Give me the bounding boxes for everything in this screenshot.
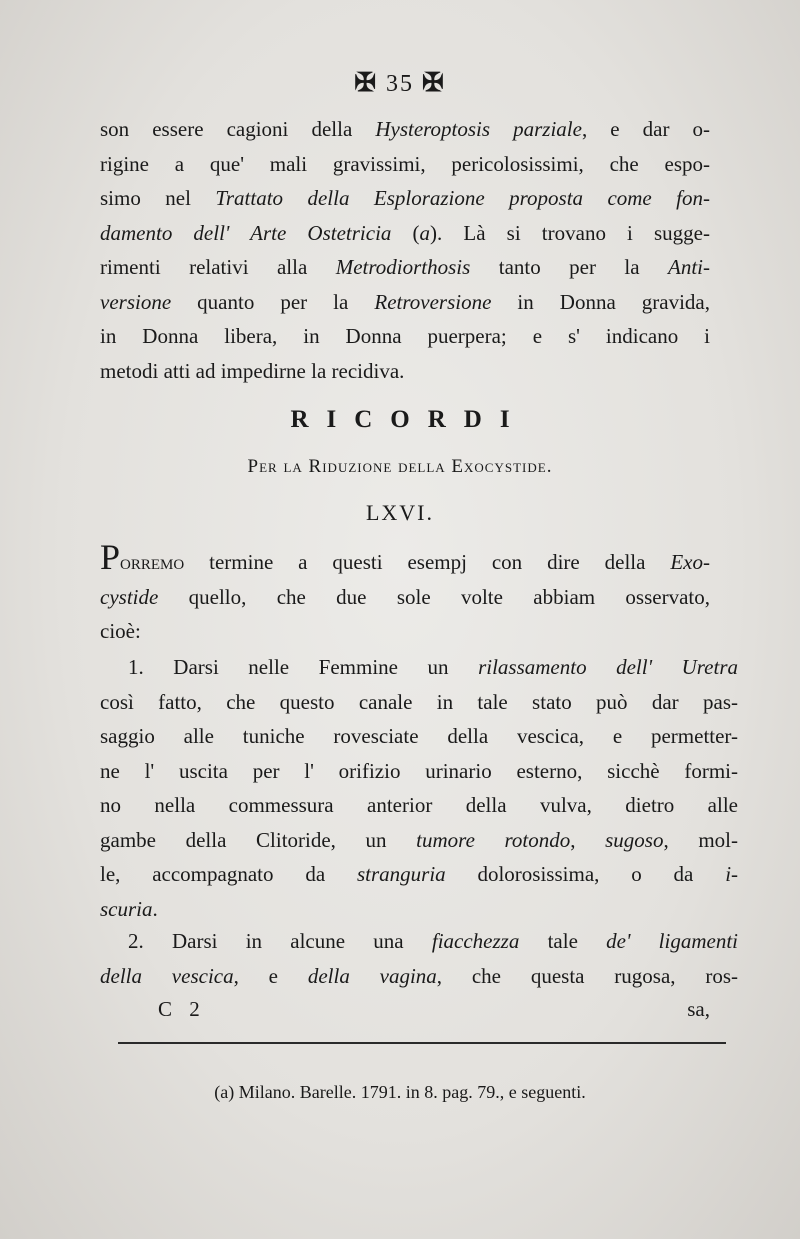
text-line: Porremo termine a questi esempj con dire della Exo- bbox=[100, 537, 710, 577]
text-line: saggio alle tuniche rovesciate della vescica, e permetter- bbox=[100, 724, 738, 748]
text-line: le, accompagnato da stranguria dolorosissima, o da i- bbox=[100, 862, 739, 886]
text-line: ne l' uscita per l' orifizio urinario esterno, sicchè formi- bbox=[100, 758, 738, 783]
text-line: cioè: bbox=[100, 619, 141, 643]
page-header bbox=[0, 68, 800, 98]
footnote: (a) Milano. Barelle. 1791. in 8. pag. 79., e seguenti. bbox=[214, 1082, 586, 1102]
text-line: damento dell' Arte Ostetricia (a). Là si trovano i sugge- bbox=[100, 220, 710, 245]
text-line: in Donna libera, in Donna puerpera; e s' indicano i bbox=[100, 324, 710, 348]
paragraph-hysteroptosis bbox=[100, 112, 710, 388]
ornament-left: ✠ bbox=[354, 68, 378, 97]
text-line: 2. Darsi in alcune una fiacchezza tale de' ligamenti bbox=[128, 929, 738, 953]
text-line: rigine a que' mali gravissimi, pericolosissimi, che espo- bbox=[100, 151, 710, 176]
text-line: son essere cagioni della Hysteroptosis parziale, e dar o- bbox=[100, 117, 711, 141]
text-line: no nella commessura anterior della vulva, dietro alle bbox=[100, 793, 738, 817]
text-line: 1. Darsi nelle Femmine un rilassamento dell' Uretra bbox=[128, 655, 739, 679]
numbered-item-1 bbox=[100, 650, 738, 926]
catchword: sa, bbox=[687, 997, 710, 1021]
ornament-right: ✠ bbox=[422, 68, 446, 97]
signature-mark: C 2 bbox=[158, 997, 206, 1021]
text-line: scuria. bbox=[100, 896, 158, 921]
section-title: RICORDI bbox=[290, 406, 528, 433]
section-number: LXVI. bbox=[365, 500, 435, 525]
text-line: della vescica, e della vagina, che questa rugosa, ros- bbox=[100, 963, 739, 988]
paragraph-intro-exocystide bbox=[100, 537, 710, 649]
numbered-item-2 bbox=[100, 924, 738, 993]
page-number: 35 bbox=[386, 71, 414, 97]
section-subtitle: Per la Riduzione della Exocystide. bbox=[247, 456, 553, 477]
drop-capital: P bbox=[100, 537, 121, 577]
text-line: metodi atti ad impedirne la recidiva. bbox=[100, 358, 405, 383]
text-line: gambe della Clitoride, un tumore rotondo, sugoso, mol- bbox=[100, 827, 738, 852]
text-line: cystide quello, che due sole volte abbiam osservato, bbox=[100, 584, 710, 609]
footnote-rule bbox=[118, 1042, 726, 1044]
text-line: così fatto, che questo canale in tale stato può dar pas- bbox=[100, 689, 738, 714]
text-line: rimenti relativi alla Metrodiorthosis tanto per la Anti- bbox=[100, 255, 710, 279]
text-line: simo nel Trattato della Esplorazione proposta come fon- bbox=[100, 186, 710, 210]
text-line: versione quanto per la Retroversione in Donna gravida, bbox=[100, 289, 711, 314]
